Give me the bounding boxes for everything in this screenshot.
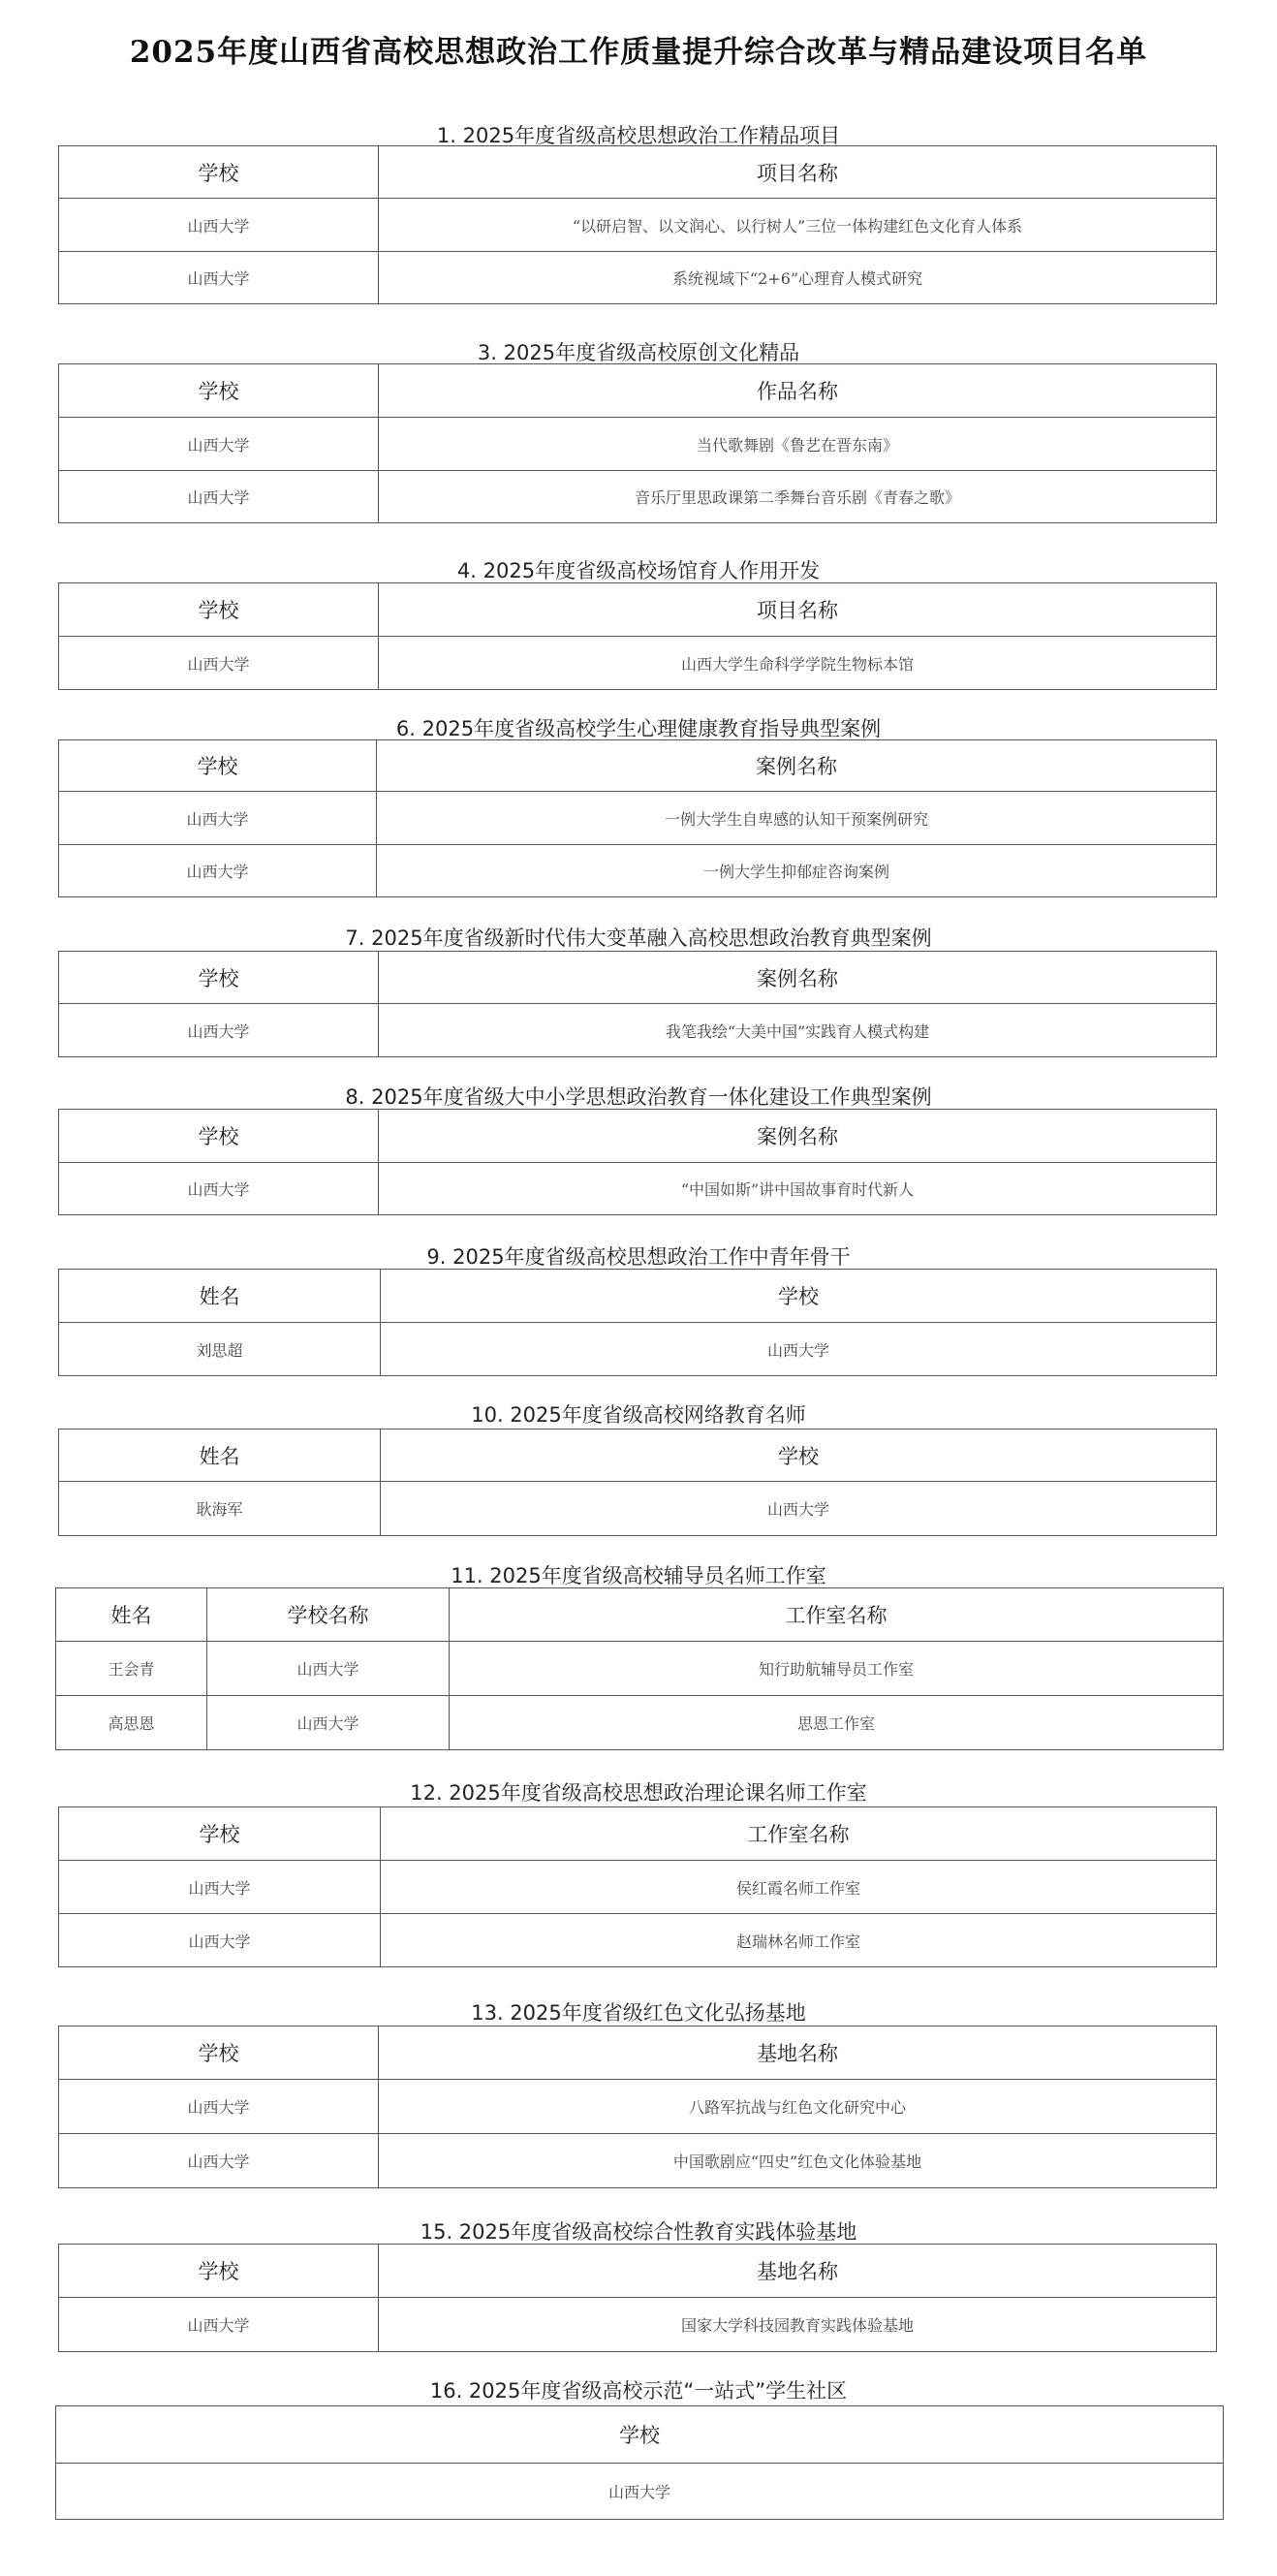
table-cell-case-name: 我笔我绘“大美中国”实践育人模式构建	[379, 1004, 1217, 1057]
section-heading: 3. 2025年度省级高校原创文化精品	[477, 341, 800, 364]
column-header-school: 学校	[59, 146, 379, 199]
table-cell-name: 耿海军	[59, 1482, 381, 1536]
section-heading: 11. 2025年度省级高校辅导员名师工作室	[451, 1564, 826, 1587]
table-row	[59, 1482, 1217, 1536]
section-heading: 8. 2025年度省级大中小学思想政治教育一体化建设工作典型案例	[345, 1085, 932, 1109]
table-row	[59, 471, 1217, 523]
column-header-school: 学校	[56, 2406, 1224, 2464]
table-cell-name: 刘思超	[59, 1323, 381, 1376]
table-cell-case-name: “中国如斯”讲中国故事育时代新人	[379, 1163, 1217, 1215]
column-header-school-name: 学校名称	[207, 1588, 450, 1642]
table-cell-school: 山西大学	[59, 418, 379, 471]
column-header-studio-name: 工作室名称	[450, 1588, 1224, 1642]
table-cell-work-name: 音乐厅里思政课第二季舞台音乐剧《青春之歌》	[379, 471, 1217, 523]
table-row	[59, 199, 1217, 252]
table-cell-school: 山西大学	[59, 2298, 379, 2352]
table-row	[59, 1323, 1217, 1376]
table-cell-name: 高思恩	[56, 1696, 207, 1750]
section-table	[58, 1109, 1217, 1215]
table-cell-school: 山西大学	[59, 252, 379, 304]
table-row	[59, 637, 1217, 690]
column-header-school: 学校	[59, 952, 379, 1004]
column-header-school: 学校	[59, 740, 377, 792]
section-heading: 9. 2025年度省级高校思想政治工作中青年骨干	[426, 1245, 851, 1269]
table-header-row	[56, 2406, 1224, 2464]
column-header-base-name: 基地名称	[379, 2245, 1217, 2298]
section-heading: 6. 2025年度省级高校学生心理健康教育指导典型案例	[395, 717, 882, 740]
column-header-school: 学校	[59, 2245, 379, 2298]
table-row	[59, 845, 1217, 897]
section-heading: 16. 2025年度省级高校示范“一站式”学生社区	[429, 2379, 848, 2403]
table-cell-school: 山西大学	[381, 1482, 1217, 1536]
column-header-base-name: 基地名称	[379, 2026, 1217, 2080]
section-table	[58, 951, 1217, 1057]
table-cell-work-name: 当代歌舞剧《鲁艺在晋东南》	[379, 418, 1217, 471]
column-header-project-name: 项目名称	[379, 146, 1217, 199]
table-cell-school: 山西大学	[59, 1861, 381, 1914]
section-table	[58, 739, 1217, 897]
table-cell-studio-name: 知行助航辅导员工作室	[450, 1642, 1224, 1696]
table-cell-school: 山西大学	[59, 845, 377, 897]
column-header-school: 学校	[59, 583, 379, 637]
table-cell-school: 山西大学	[59, 2134, 379, 2188]
table-cell-project-name: 系统视域下“2+6”心理育人模式研究	[379, 252, 1217, 304]
column-header-studio-name: 工作室名称	[381, 1807, 1217, 1861]
section-heading: 4. 2025年度省级高校场馆育人作用开发	[456, 559, 821, 582]
table-cell-base-name: 中国歌剧应“四史”红色文化体验基地	[379, 2134, 1217, 2188]
section-table	[58, 1429, 1217, 1536]
table-cell-school: 山西大学	[381, 1323, 1217, 1376]
section-table	[55, 2405, 1224, 2520]
section-heading: 1. 2025年度省级高校思想政治工作精品项目	[436, 124, 841, 147]
table-cell-school: 山西大学	[59, 637, 379, 690]
table-header-row	[59, 740, 1217, 792]
section-heading: 13. 2025年度省级红色文化弘扬基地	[471, 2001, 806, 2025]
section-table	[58, 1269, 1217, 1376]
table-cell-school: 山西大学	[59, 471, 379, 523]
table-cell-school-name: 山西大学	[207, 1696, 450, 1750]
section-heading: 15. 2025年度省级高校综合性教育实践体验基地	[420, 2220, 857, 2244]
table-cell-school: 山西大学	[59, 792, 377, 845]
table-cell-studio-name: 侯红霞名师工作室	[381, 1861, 1217, 1914]
column-header-school: 学校	[59, 1110, 379, 1163]
table-row	[59, 2298, 1217, 2352]
table-header-row	[59, 2026, 1217, 2080]
table-header-row	[59, 1429, 1217, 1482]
table-row	[59, 2134, 1217, 2188]
column-header-case-name: 案例名称	[377, 740, 1217, 792]
table-row	[56, 2464, 1224, 2520]
table-header-row	[56, 1588, 1224, 1642]
section-table	[58, 582, 1217, 690]
table-row	[59, 252, 1217, 304]
section-heading: 12. 2025年度省级高校思想政治理论课名师工作室	[410, 1781, 867, 1805]
column-header-case-name: 案例名称	[379, 1110, 1217, 1163]
table-header-row	[59, 1110, 1217, 1163]
table-row	[59, 1004, 1217, 1057]
table-row	[59, 1861, 1217, 1914]
table-cell-case-name: 一例大学生自卑感的认知干预案例研究	[377, 792, 1217, 845]
table-cell-school: 山西大学	[59, 1163, 379, 1215]
table-cell-school-name: 山西大学	[207, 1642, 450, 1696]
table-row	[59, 1163, 1217, 1215]
column-header-name: 姓名	[59, 1270, 381, 1323]
section-table	[58, 363, 1217, 523]
section-table	[55, 1587, 1224, 1750]
table-header-row	[59, 364, 1217, 418]
table-cell-school: 山西大学	[59, 1004, 379, 1057]
table-header-row	[59, 2245, 1217, 2298]
table-row	[56, 1696, 1224, 1750]
table-header-row	[59, 583, 1217, 637]
table-cell-base-name: 八路军抗战与红色文化研究中心	[379, 2080, 1217, 2134]
table-cell-school: 山西大学	[59, 199, 379, 252]
table-header-row	[59, 146, 1217, 199]
table-row	[59, 418, 1217, 471]
table-cell-project-name: “以研启智、以文润心、以行树人”三位一体构建红色文化育人体系	[379, 199, 1217, 252]
table-cell-studio-name: 思恩工作室	[450, 1696, 1224, 1750]
column-header-school: 学校	[59, 1807, 381, 1861]
table-cell-base-name: 国家大学科技园教育实践体验基地	[379, 2298, 1217, 2352]
column-header-name: 姓名	[56, 1588, 207, 1642]
table-cell-case-name: 一例大学生抑郁症咨询案例	[377, 845, 1217, 897]
table-cell-school: 山西大学	[59, 1914, 381, 1967]
page-title: 2025年度山西省高校思想政治工作质量提升综合改革与精品建设项目名单	[129, 35, 1148, 70]
section-table	[58, 145, 1217, 304]
table-cell-name: 王会青	[56, 1642, 207, 1696]
table-row	[59, 792, 1217, 845]
table-cell-project-name: 山西大学生命科学学院生物标本馆	[379, 637, 1217, 690]
table-header-row	[59, 1807, 1217, 1861]
column-header-project-name: 项目名称	[379, 583, 1217, 637]
table-cell-school: 山西大学	[56, 2464, 1224, 2520]
column-header-school: 学校	[59, 364, 379, 418]
table-row	[59, 1914, 1217, 1967]
table-header-row	[59, 1270, 1217, 1323]
table-cell-school: 山西大学	[59, 2080, 379, 2134]
table-header-row	[59, 952, 1217, 1004]
table-row	[56, 1642, 1224, 1696]
column-header-school: 学校	[381, 1270, 1217, 1323]
section-heading: 10. 2025年度省级高校网络教育名师	[471, 1403, 806, 1427]
section-table	[58, 1806, 1217, 1967]
table-cell-studio-name: 赵瑞林名师工作室	[381, 1914, 1217, 1967]
section-table	[58, 2244, 1217, 2352]
column-header-case-name: 案例名称	[379, 952, 1217, 1004]
column-header-school: 学校	[59, 2026, 379, 2080]
column-header-name: 姓名	[59, 1429, 381, 1482]
section-table	[58, 2026, 1217, 2188]
column-header-school: 学校	[381, 1429, 1217, 1482]
column-header-work-name: 作品名称	[379, 364, 1217, 418]
section-heading: 7. 2025年度省级新时代伟大变革融入高校思想政治教育典型案例	[345, 927, 932, 950]
table-row	[59, 2080, 1217, 2134]
